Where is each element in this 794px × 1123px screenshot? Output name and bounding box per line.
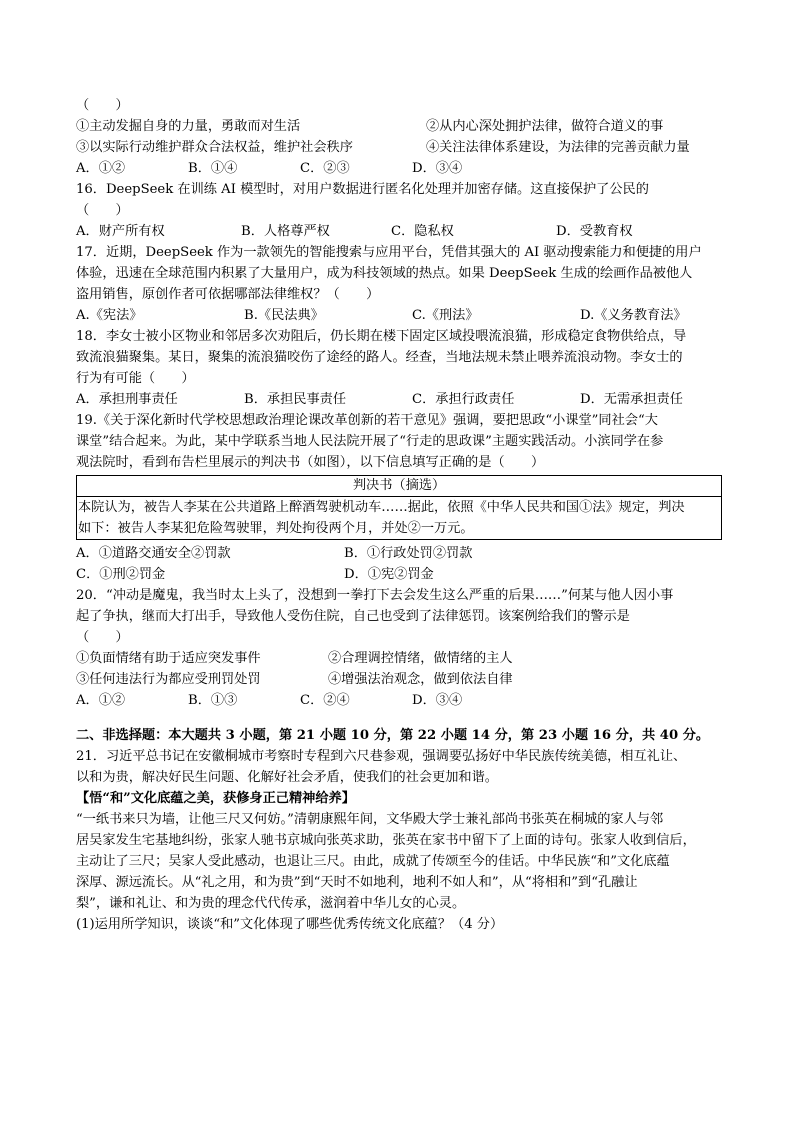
q15-choices — [76, 158, 724, 179]
q20-opt4: ④增强法治观念，做到依法自律 — [328, 672, 513, 687]
q18-line2: 致流浪猫聚集。某日，聚集的流浪猫咬伤了途经的路人。经查，当地法规未禁止喂养流浪动物。李女士的 — [76, 350, 683, 365]
q17-choice-b: B.《民法典》 — [244, 308, 324, 323]
q20-choice-d: D．③④ — [412, 693, 463, 708]
q19-choice-c: C．①刑②罚金 — [76, 567, 166, 582]
q18-line3: 行为有可能（ ） — [76, 371, 195, 386]
verdict-title: 判决书（摘选） — [77, 476, 721, 497]
q21-p2: 居吴家发生宅基地纠纷，张家人驰书京城向张英求助，张英在家书中留下了上面的诗句。张家人收到信后， — [76, 833, 696, 848]
q17-line2: 体验，迅速在全球范围内积累了大量用户，成为科技领域的热点。如果 DeepSeek 生成的绘画作品被他人 — [76, 266, 693, 281]
q16-choice-b: B．人格尊严权 — [241, 224, 330, 239]
q20-choice-a: A．①② — [76, 693, 126, 708]
q19-line1: 19.《关于深化新时代学校思想政治理论课改革创新的若干意见》强调，要把思政“小课堂”同社会“大 — [76, 413, 658, 428]
q21-p4: 深厚、源远流长。从“礼之用，和为贵”到“天时不如地利，地利不如人和”，从“将相和”到“孔融让 — [76, 875, 638, 890]
q17-choice-d: D.《义务教育法》 — [580, 308, 687, 323]
q20-line1: 20．“冲动是魔鬼，我当时太上头了，没想到一拳打下去会发生这么严重的后果……”何某与他人因小事 — [76, 588, 674, 603]
q15-options-row2 — [76, 137, 724, 158]
q15-opt3: ③以实际行动维护群众合法权益，维护社会秩序 — [76, 140, 353, 155]
q20-opt1: ①负面情绪有助于适应突发事件 — [76, 651, 261, 666]
q15-options-row1 — [76, 116, 724, 137]
page-content — [76, 95, 724, 935]
q16-paren: （ ） — [76, 203, 129, 218]
q15-choice-b: B．①④ — [188, 161, 238, 176]
q16-stem: 16．DeepSeek 在训练 AI 模型时，对用户数据进行匿名化处理并加密存储。这直接保护了公民的 — [76, 182, 649, 197]
verdict-line2: 如下：被告人李某犯危险驾驶罪，判处拘役两个月，并处②一万元。 — [78, 521, 474, 536]
q19-choice-d: D．①宪②罚金 — [344, 567, 434, 582]
verdict-box — [76, 475, 722, 540]
q19-line3: 观法院时，看到布告栏里展示的判决书（如图），以下信息填写正确的是（ ） — [76, 455, 545, 470]
q19-choice-a: A．①道路交通安全②罚款 — [76, 546, 231, 561]
q17-choice-c: C.《刑法》 — [412, 308, 479, 323]
q18-choice-b: B．承担民事责任 — [244, 392, 347, 407]
q17-line1: 17．近期，DeepSeek 作为一款领先的智能搜索与应用平台，凭借其强大的 AI 驱动搜索能力和便捷的用户 — [76, 245, 702, 260]
q18-choice-a: A．承担刑事责任 — [76, 392, 178, 407]
q20-line2: 起了争执，继而大打出手，导致他人受伤住院，自己也受到了法律惩罚。该案例给我们的警示是 — [76, 609, 630, 624]
q21-question1: (1)运用所学知识，谈谈“和”文化体现了哪些优秀传统文化底蕴？（4 分） — [76, 917, 504, 932]
q20-options-row1 — [76, 648, 724, 669]
q16-choice-d: D．受教育权 — [556, 224, 633, 239]
q21-p5: 梨”，谦和礼让、和为贵的理念代代传承，滋润着中华儿女的心灵。 — [76, 896, 466, 911]
q16-choice-c: C．隐私权 — [391, 224, 454, 239]
q20-options-row2 — [76, 669, 724, 690]
q16-choices — [76, 221, 724, 242]
q18-line1: 18．李女士被小区物业和邻居多次劝阻后，仍长期在楼下固定区域投喂流浪猫，形成稳定食物供给点，导 — [76, 329, 687, 344]
q17-choice-a: A.《宪法》 — [76, 308, 143, 323]
q20-opt3: ③任何违法行为都应受刑罚处罚 — [76, 672, 261, 687]
section2-heading: 二、非选择题：本大题共 3 小题，第 21 小题 10 分，第 22 小题 14 分，第 23 小题 16 分，共 40 分。 — [76, 728, 710, 743]
q21-line2: 以和为贵，解决好民生问题、化解好社会矛盾，使我们的社会更加和谐。 — [76, 770, 498, 785]
q21-subheading: 【悟“和”文化底蕴之美，获修身正己精神给养】 — [76, 791, 355, 806]
section-spacer — [76, 711, 724, 725]
q20-choice-b: B．①③ — [188, 693, 238, 708]
q21-p1: “一纸书来只为墙，让他三尺又何妨。”清朝康熙年间，文华殿大学士兼礼部尚书张英在桐城的家人与邻 — [76, 812, 664, 827]
q21-p3: 主动让了三尺；吴家人受此感动，也退让三尺。由此，成就了传颂至今的佳话。中华民族“和”文化底蕴 — [76, 854, 670, 869]
q20-opt2: ②合理调控情绪，做情绪的主人 — [328, 651, 513, 666]
q16-choice-a: A．财产所有权 — [76, 224, 165, 239]
q19-choices-row2 — [76, 564, 724, 585]
verdict-body — [77, 497, 721, 539]
q15-opt2: ②从内心深处拥护法律，做符合道义的事 — [426, 119, 664, 134]
q18-choices — [76, 389, 724, 410]
q15-choice-a: A．①② — [76, 161, 126, 176]
q15-paren: （ ） — [76, 98, 129, 113]
q19-choices-row1 — [76, 543, 724, 564]
q17-line3: 盗用销售，原创作者可依据哪部法律维权？（ ） — [76, 287, 380, 302]
q19-line2: 课堂”结合起来。为此，某中学联系当地人民法院开展了“行走的思政课”主题实践活动。小滨同学在参 — [76, 434, 664, 449]
q19-choice-b: B．①行政处罚②罚款 — [344, 546, 473, 561]
q18-choice-c: C．承担行政责任 — [412, 392, 515, 407]
q20-choice-c: C．②④ — [300, 693, 350, 708]
q15-opt4: ④关注法律体系建设，为法律的完善贡献力量 — [426, 140, 690, 155]
q15-choice-c: C．②③ — [300, 161, 350, 176]
q17-choices — [76, 305, 724, 326]
q20-choices — [76, 690, 724, 711]
q15-opt1: ①主动发掘自身的力量，勇敢而对生活 — [76, 119, 301, 134]
q21-line1: 21．习近平总书记在安徽桐城市考察时专程到六尺巷参观，强调要弘扬好中华民族传统美德，相互礼让、 — [76, 749, 687, 764]
q18-choice-d: D．无需承担责任 — [580, 392, 683, 407]
q20-paren: （ ） — [76, 630, 129, 645]
verdict-line1: 本院认为，被告人李某在公共道路上醉酒驾驶机动车……据此，依照《中华人民共和国①法》规定，判决 — [78, 500, 685, 515]
q15-choice-d: D．③④ — [412, 161, 463, 176]
